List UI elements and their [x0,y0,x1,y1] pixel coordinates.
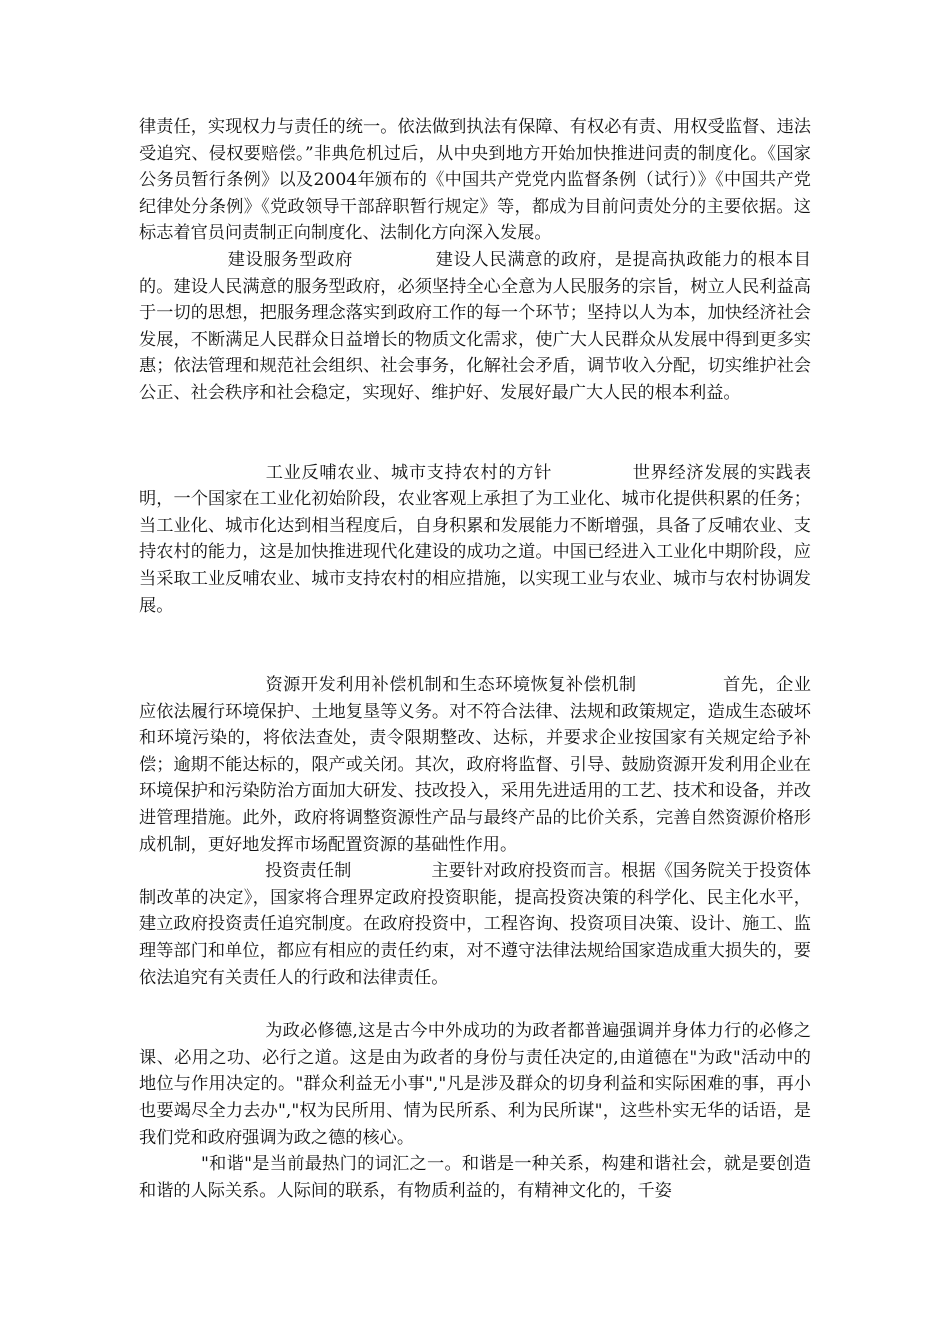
paragraph-governance-virtue-text: 为政必修德,这是古今中外成功的为政者都普遍强调并身体力行的必修之课、必用之功、必行之道。这是由为政者的身份与责任决定的,由道德在"为政"活动中的地位与作用决定的。"群众利益无小事","凡是涉及群众的切身利益和实际困难的事，再小也要竭尽全力去办","权为民所用、情为民所系、利为民所谋"，这些朴实无华的话语，是我们党和政府强调为政之德的核心。 [139,1021,811,1148]
paragraph-service-government-text: 建设人民满意的政府，是提高执政能力的根本目的。建设人民满意的服务型政府，必须坚持全心全意为人民服务的宗旨，树立人民利益高于一切的思想，把服务理念落实到政府工作的每一个环节；坚持以人为本，加快经济社会发展，不断满足人民群众日益增长的物质文化需求，使广大人民群众从发展中得到更多实惠；依法管理和规范社会组织、社会事务，化解社会矛盾，调节收入分配，切实维护社会公正、社会秩序和社会稳定，实现好、维护好、发展好最广大人民的根本利益。 [139,249,811,403]
paragraph-accountability-text: 律责任，实现权力与责任的统一。依法做到执法有保障、有权必有责、用权受监督、违法受追究、侵权要赔偿。”非典危机过后，从中央到地方开始加快推进问责的制度化。《国家公务员暂行条例》以及2004年颁布的《中国共产党党内监督条例（试行）》《中国共产党纪律处分条例》《党政领导干部辞职暂行规定》等，都成为目前问责处分的主要依据。这标志着官员问责制正向制度化、法制化方向深入发展。 [139,117,811,244]
paragraph-resource-compensation [139,672,811,858]
paragraph-harmony [139,1151,811,1204]
paragraph-harmony-text: "和谐"是当前最热门的词汇之一。和谐是一种关系，构建和谐社会，就是要创造和谐的人际关系。人际间的联系，有物质利益的，有精神文化的，千姿 [139,1154,811,1201]
paragraph-industry-agriculture [139,460,811,620]
heading-industry-agriculture: 工业反哺农业、城市支持农村的方针 [265,462,553,483]
paragraph-service-government [139,247,811,407]
document-body [139,114,811,1204]
paragraph-investment-responsibility [139,858,811,991]
paragraph-accountability [139,114,811,247]
paragraph-investment-responsibility-text: 主要针对政府投资而言。根据《国务院关于投资体制改革的决定》，国家将合理界定政府投资职能，提高投资决策的科学化、民主化水平，建立政府投资责任追究制度。在政府投资中，工程咨询、投资项目决策、设计、施工、监理等部门和单位，都应有相应的责任约束，对不遵守法律法规给国家造成重大损失的，要依法追究有关责任人的行政和法律责任。 [139,861,811,988]
heading-resource-compensation: 资源开发利用补偿机制和生态环境恢复补偿机制 [265,675,637,696]
paragraph-industry-agriculture-text: 世界经济发展的实践表明，一个国家在工业化初始阶段，农业客观上承担了为工业化、城市化提供积累的任务；当工业化、城市化达到相当程度后，自身积累和发展能力不断增强，具备了反哺农业、支持农村的能力，这是加快推进现代化建设的成功之道。中国已经进入工业化中期阶段，应当采取工业反哺农业、城市支持农村的相应措施，以实现工业与农业、城市与农村协调发展。 [139,462,811,616]
heading-service-government: 建设服务型政府 [227,249,354,270]
heading-investment-responsibility: 投资责任制 [265,861,352,882]
paragraph-governance-virtue [139,1018,811,1151]
paragraph-resource-compensation-text: 首先，企业应依法履行环境保护、土地复垦等义务。对不符合法律、法规和政策规定，造成生态破坏和环境污染的，将依法查处，责令限期整改、达标，并要求企业按国家有关规定给予补偿；逾期不能达标的，限产或关闭。其次，政府将监督、引导、鼓励资源开发利用企业在环境保护和污染防治方面加大研发、技改投入，采用先进适用的工艺、技术和设备，并改进管理措施。此外，政府将调整资源性产品与最终产品的比价关系，完善自然资源价格形成机制，更好地发挥市场配置资源的基础性作用。 [139,675,811,855]
